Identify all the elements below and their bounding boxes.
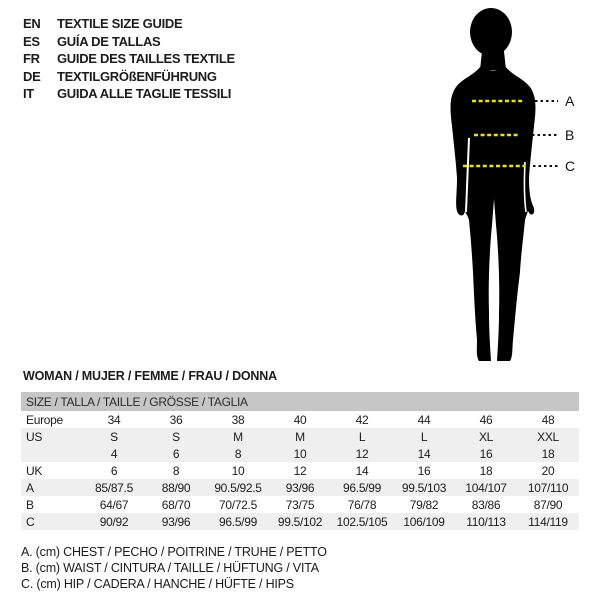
language-title: GUIDA ALLE TAGLIE TESSILI [57,86,232,101]
chest-label: A [565,93,575,109]
table-cell: 107/110 [517,479,579,496]
waist-label: B [565,127,575,143]
table-cell: L [393,428,455,445]
table-cell: 93/96 [145,513,207,530]
table-cell: 85/87.5 [83,479,145,496]
table-cell: 48 [541,412,555,427]
table-header-row [21,392,579,411]
language-title: GUIDE DES TAILLES TEXTILE [57,51,235,66]
table-cell: 99.5/103 [393,479,455,496]
table-cell: 38 [231,412,245,427]
table-cell: L [331,428,393,445]
table-row-us-numeric [21,445,579,462]
table-cell: 96.5/99 [331,479,393,496]
table-cell: 8 [172,463,180,478]
table-cell: 42 [355,412,369,427]
legend-line-chest: A. (cm) CHEST / PECHO / POITRINE / TRUHE / PETTO [21,545,327,559]
table-cell: 64/67 [99,497,129,512]
table-cell: 12 [293,463,307,478]
table-cell: 10 [269,445,331,462]
table-row-waist [21,496,579,513]
table-cell: 44 [417,412,431,427]
table-cell: 10 [231,463,245,478]
language-code: DE [23,68,41,84]
table-cell: 76/78 [347,497,377,512]
silhouette-neck [480,42,506,70]
table-cell: 114/119 [517,513,579,530]
table-cell: 102.5/105 [331,513,393,530]
language-title: TEXTILGRÖßENFÜHRUNG [57,68,217,84]
table-cell: 12 [331,445,393,462]
table-cell: 14 [355,463,369,478]
table-cell: 106/109 [393,513,455,530]
language-row [23,50,235,68]
table-cell: 83/86 [471,497,501,512]
legend-line-waist: B. (cm) WAIST / CINTURA / TAILLE / HÜFTUNG / VITA [21,561,319,575]
size-table [21,392,579,530]
table-cell: 70/72.5 [219,497,257,512]
table-row-europe [21,411,579,428]
measurement-legend [21,544,327,592]
table-cell: 68/70 [161,497,191,512]
table-cell: 87/90 [533,497,563,512]
table-cell: 8 [207,445,269,462]
table-cell: 34 [107,412,121,427]
table-cell: 90.5/92.5 [207,479,269,496]
language-row [23,33,235,51]
language-code: FR [23,51,40,66]
table-cell: S [145,428,207,445]
table-cell: 88/90 [145,479,207,496]
table-cell: 46 [479,412,493,427]
row-label: Europe [26,412,63,427]
language-row [23,85,235,103]
row-label: B [26,497,34,512]
hip-label: C [565,158,576,174]
language-code: ES [23,33,40,49]
table-header: SIZE / TALLA / TAILLE / GRÖSSE / TAGLIA [21,392,579,411]
row-label: US [21,428,83,445]
woman-silhouette-graphic [425,0,600,375]
row-label [21,445,83,462]
table-cell: 90/92 [83,513,145,530]
table-cell: 36 [169,412,183,427]
table-cell: M [207,428,269,445]
table-cell: 93/96 [269,479,331,496]
table-cell: M [269,428,331,445]
table-cell: 16 [417,463,431,478]
language-title: TEXTILE SIZE GUIDE [57,16,183,31]
table-cell: 18 [479,463,493,478]
language-list [23,15,235,103]
language-row [23,68,235,86]
table-cell: 99.5/102 [269,513,331,530]
table-cell: 79/82 [409,497,439,512]
row-label: UK [26,463,43,478]
row-label: A [21,479,83,496]
table-cell: XXL [517,428,579,445]
measurement-figure [425,0,600,375]
table-cell: 16 [455,445,517,462]
table-cell: 110/113 [455,513,517,530]
table-cell: 14 [393,445,455,462]
table-cell: 4 [83,445,145,462]
silhouette-body [451,66,536,361]
table-cell: 96.5/99 [207,513,269,530]
table-row-hip [21,513,579,530]
language-code: IT [23,86,34,101]
table-cell: 6 [145,445,207,462]
table-cell: 104/107 [455,479,517,496]
table-cell: S [83,428,145,445]
table-row-chest [21,479,579,496]
table-cell: 6 [110,463,118,478]
language-title: GUÍA DE TALLAS [57,33,161,49]
table-cell: 73/75 [285,497,315,512]
legend-line-hip: C. (cm) HIP / CADERA / HANCHE / HÜFTE / HIPS [21,577,294,591]
table-row-us-letter [21,428,579,445]
table-cell: XL [455,428,517,445]
language-row [23,15,235,33]
table-cell: 40 [293,412,307,427]
section-title: WOMAN / MUJER / FEMME / FRAU / DONNA [23,369,277,383]
table-cell: 18 [517,445,579,462]
language-code: EN [23,16,41,31]
table-cell: 20 [541,463,555,478]
table-row-uk [21,462,579,479]
row-label: C [21,513,83,530]
